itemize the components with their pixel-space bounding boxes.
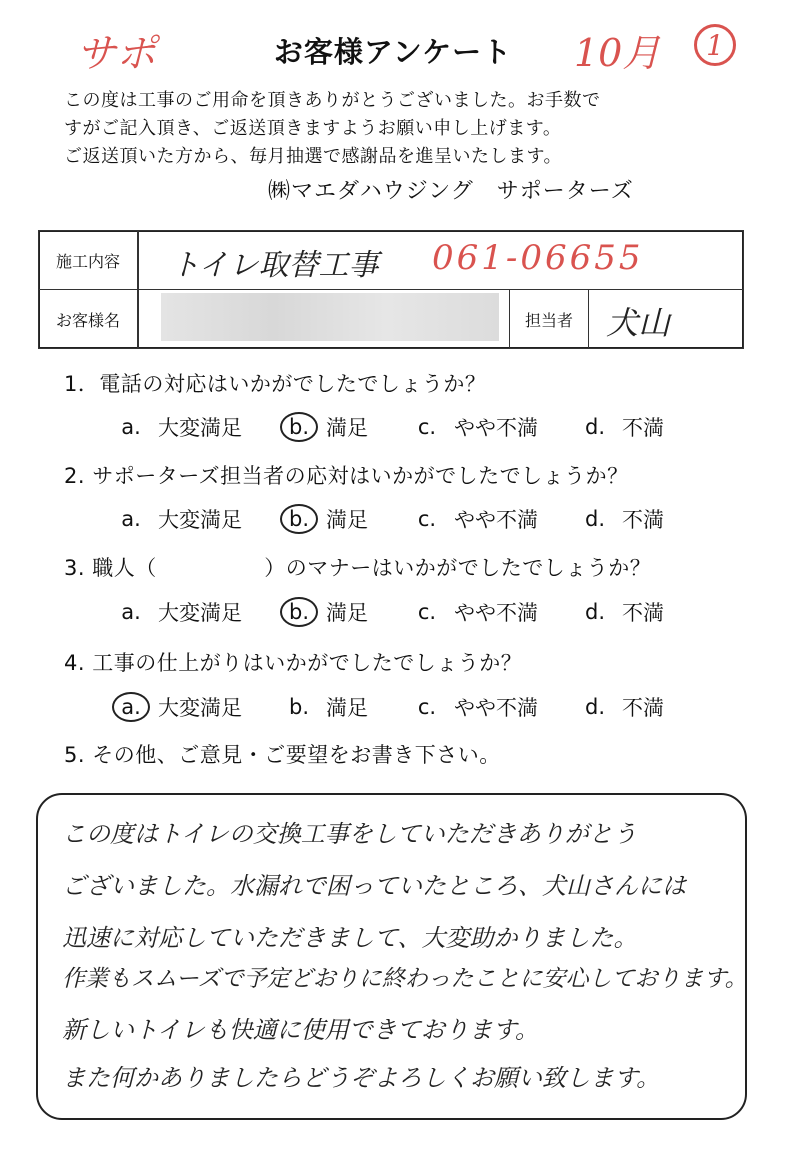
redacted-customer-name (161, 293, 499, 341)
option-letter: a. (121, 507, 141, 531)
option-4-b[interactable] (280, 692, 368, 722)
work-label: 施工内容 (55, 251, 120, 271)
option-letter: b. (280, 597, 318, 627)
question-3: 3. 職人（ ）のマナーはいかがでしたでしょうか？ (64, 556, 652, 580)
question-2-options (112, 504, 664, 534)
option-letter: b. (280, 504, 318, 534)
customer-label: お客様名 (55, 310, 120, 330)
option-1-a[interactable] (112, 412, 242, 442)
work-value: トイレ取替工事 (170, 248, 379, 283)
option-label: 満足 (326, 696, 368, 720)
option-letter: d. (584, 600, 605, 624)
option-letter: a. (121, 600, 141, 624)
company-name: ㈱マエダハウジング サポーターズ (268, 179, 634, 204)
question-4: 4. 工事の仕上がりはいかがでしたでしょうか？ (64, 651, 523, 675)
comment-line-4: 作業もスムーズで予定どおりに終わったことに安心しております。 (62, 966, 748, 992)
option-label: 不満 (622, 508, 664, 532)
option-label: やや不満 (454, 601, 538, 625)
option-label: 満足 (326, 508, 368, 532)
option-letter: c. (417, 415, 437, 439)
option-label: 満足 (326, 601, 368, 625)
option-1-d[interactable] (576, 412, 664, 442)
option-label: やや不満 (454, 696, 538, 720)
question-1-options (112, 412, 664, 442)
option-letter: c. (417, 600, 437, 624)
option-4-a[interactable] (112, 692, 242, 722)
option-letter: d. (584, 695, 605, 719)
intro-line-1: この度は工事のご用命を頂きありがとうございました。お手数で (64, 90, 601, 111)
option-3-c[interactable] (408, 597, 538, 627)
question-5: 5. その他、ご意見・ご要望をお書き下さい。 (64, 743, 501, 767)
option-letter: b. (280, 412, 318, 442)
option-letter: d. (584, 415, 605, 439)
question-2: 2. サポーターズ担当者の応対はいかがでしたでしょうか？ (64, 464, 629, 488)
work-label-cell (38, 230, 138, 290)
comment-line-5: 新しいトイレも快適に使用できております。 (62, 1016, 539, 1044)
comment-line-6: また何かありましたらどうぞよろしくお願い致します。 (62, 1064, 661, 1092)
option-letter: a. (121, 415, 141, 439)
option-1-b[interactable] (280, 412, 368, 442)
option-label: 大変満足 (158, 696, 242, 720)
option-3-b[interactable] (280, 597, 368, 627)
comment-line-2: ございました。水漏れで困っていたところ、犬山さんには (62, 872, 686, 900)
staff-label-cell (509, 289, 589, 349)
customer-label-cell (38, 289, 138, 349)
question-4-options (112, 692, 664, 722)
handwritten-sapo-note: サポ (76, 31, 156, 77)
option-1-c[interactable] (408, 412, 538, 442)
option-letter: c. (417, 507, 437, 531)
option-letter: a. (112, 692, 150, 722)
option-2-c[interactable] (408, 504, 538, 534)
option-letter: d. (584, 507, 605, 531)
comment-line-1: この度はトイレの交換工事をしていただきありがとう (62, 820, 637, 848)
option-3-a[interactable] (112, 597, 242, 627)
question-1: 1．電話の対応はいかがでしたでしょうか？ (64, 372, 487, 396)
option-letter: b. (288, 695, 309, 719)
option-label: 大変満足 (158, 601, 242, 625)
handwritten-date: 10月 (574, 31, 661, 75)
intro-line-2: すがご記入頂き、ご返送頂きますようお願い申し上げます。 (64, 118, 562, 139)
page-title: お客様アンケート (273, 35, 513, 69)
option-2-a[interactable] (112, 504, 242, 534)
option-2-b[interactable] (280, 504, 368, 534)
option-label: やや不満 (454, 508, 538, 532)
option-2-d[interactable] (576, 504, 664, 534)
option-4-d[interactable] (576, 692, 664, 722)
option-label: 大変満足 (158, 508, 242, 532)
comment-line-3: 迅速に対応していただきまして、大変助かりました。 (62, 924, 638, 952)
intro-line-3: ご返送頂いた方から、毎月抽選で感謝品を進呈いたします。 (64, 146, 563, 167)
option-4-c[interactable] (408, 692, 538, 722)
staff-value: 犬山 (606, 304, 671, 342)
option-label: 大変満足 (158, 416, 242, 440)
question-3-options (112, 597, 664, 627)
option-3-d[interactable] (576, 597, 664, 627)
option-label: 不満 (622, 416, 664, 440)
option-label: 不満 (622, 696, 664, 720)
option-letter: c. (417, 695, 437, 719)
option-label: やや不満 (454, 416, 538, 440)
staff-label: 担当者 (524, 310, 573, 330)
option-label: 満足 (326, 416, 368, 440)
option-label: 不満 (622, 601, 664, 625)
handwritten-circled-number: 1 (694, 24, 736, 66)
work-number: 061-06655 (432, 238, 644, 278)
